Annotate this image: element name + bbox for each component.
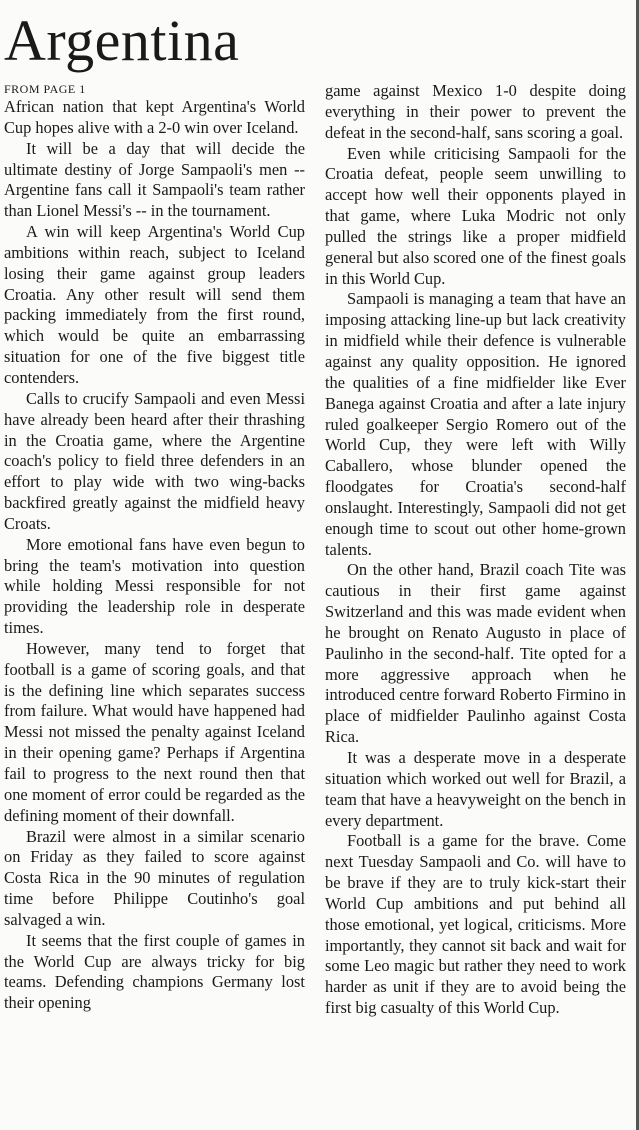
paragraph: It seems that the first couple of games in the World Cup are always tricky for big teams. Defending champions Germany lost their opening: [4, 930, 305, 1013]
paragraph: Brazil were almost in a similar scenario on Friday as they failed to score against Costa Rica in the 90 minutes of regulation time before Philippe Coutinho's goal salvaged a win.: [4, 826, 305, 929]
right-column: [325, 81, 626, 1019]
paragraph: It was a desperate move in a desperate situation which worked out well for Brazil, a team that have a heavyweight on the bench in every department.: [325, 748, 626, 830]
left-column: [4, 97, 305, 1014]
paragraph: More emotional fans have even begun to bring the team's motivation into question while holding Messi responsible for not providing the leadership role in desperate times.: [4, 534, 305, 638]
paragraph: Sampaoli is managing a team that have an imposing attacking line-up but lack creativity in midfield while their defence is vulnerable against any quality opposition. He ignored the qualities of a fine midfielder like Ever Banega against Croatia and after a late injury ruled goalkeeper Sergio Romero out of the World Cup, they were left with Willy Caballero, whose blunder opened the floodgates for Croatia's second-half onslaught. Interestingly, Sampaoli did not get enough time to scout out other home-grown talents.: [325, 289, 626, 559]
paragraph: Calls to crucify Sampaoli and even Messi have already been heard after their thrashing in the Croatia game, where the Argentine coach's policy to field three defenders in an effort to play wide with two wing-backs backfired greatly against the midfield heavy Croats.: [4, 388, 305, 533]
paragraph: African nation that kept Argentina's World Cup hopes alive with a 2-0 win over Iceland.: [4, 97, 305, 137]
paragraph: However, many tend to forget that football is a game of scoring goals, and that is the defining line which separates success from failure. What would have happened had Messi not missed the penalty against Iceland in their opening game? Perhaps if Argentina fail to progress to the next round then that one moment of error could be regarded as the defining moment of their downfall.: [4, 638, 305, 825]
headline: Argentina: [4, 8, 240, 73]
paragraph: Even while criticising Sampaoli for the Croatia defeat, people seem unwilling to accept how well their opponents played in that game, where Luka Modric not only pulled the strings like a proper midfield general but also scored one of the finest goals in this World Cup.: [325, 143, 626, 288]
paragraph: On the other hand, Brazil coach Tite was cautious in their first game against Switzerland and this was made evident when he brought on Renato Augusto in place of Paulinho in the second-half. Tite opted for a more aggressive approach when he introduced centre forward Roberto Firmino in place of midfielder Paulinho against Costa Rica.: [325, 560, 626, 747]
paragraph: game against Mexico 1-0 despite doing everything in their power to prevent the defeat in the second-half, sans scoring a goal.: [325, 81, 626, 142]
continued-from-label: FROM PAGE 1: [4, 82, 86, 96]
paragraph: Football is a game for the brave. Come next Tuesday Sampaoli and Co. will have to be brave if they are to truly kick-start their World Cup ambitions and put behind all those emotional, yet logical, criticisms. More importantly, they cannot sit back and wait for some Leo magic but rather they need to work harder as unit if they are to avoid being the first big casualty of this World Cup.: [325, 831, 626, 1018]
paragraph: A win will keep Argentina's World Cup ambitions within reach, subject to Iceland losing their game against group leaders Croatia. Any other result will send them packing immediately from the first round, which would be quite an embarrassing situation for one of the five biggest title contenders.: [4, 222, 305, 387]
paragraph: It will be a day that will decide the ultimate destiny of Jorge Sampaoli's men -- Argentine fans call it Sampaoli's team rather than Lionel Messi's -- in the tournament.: [4, 138, 305, 221]
